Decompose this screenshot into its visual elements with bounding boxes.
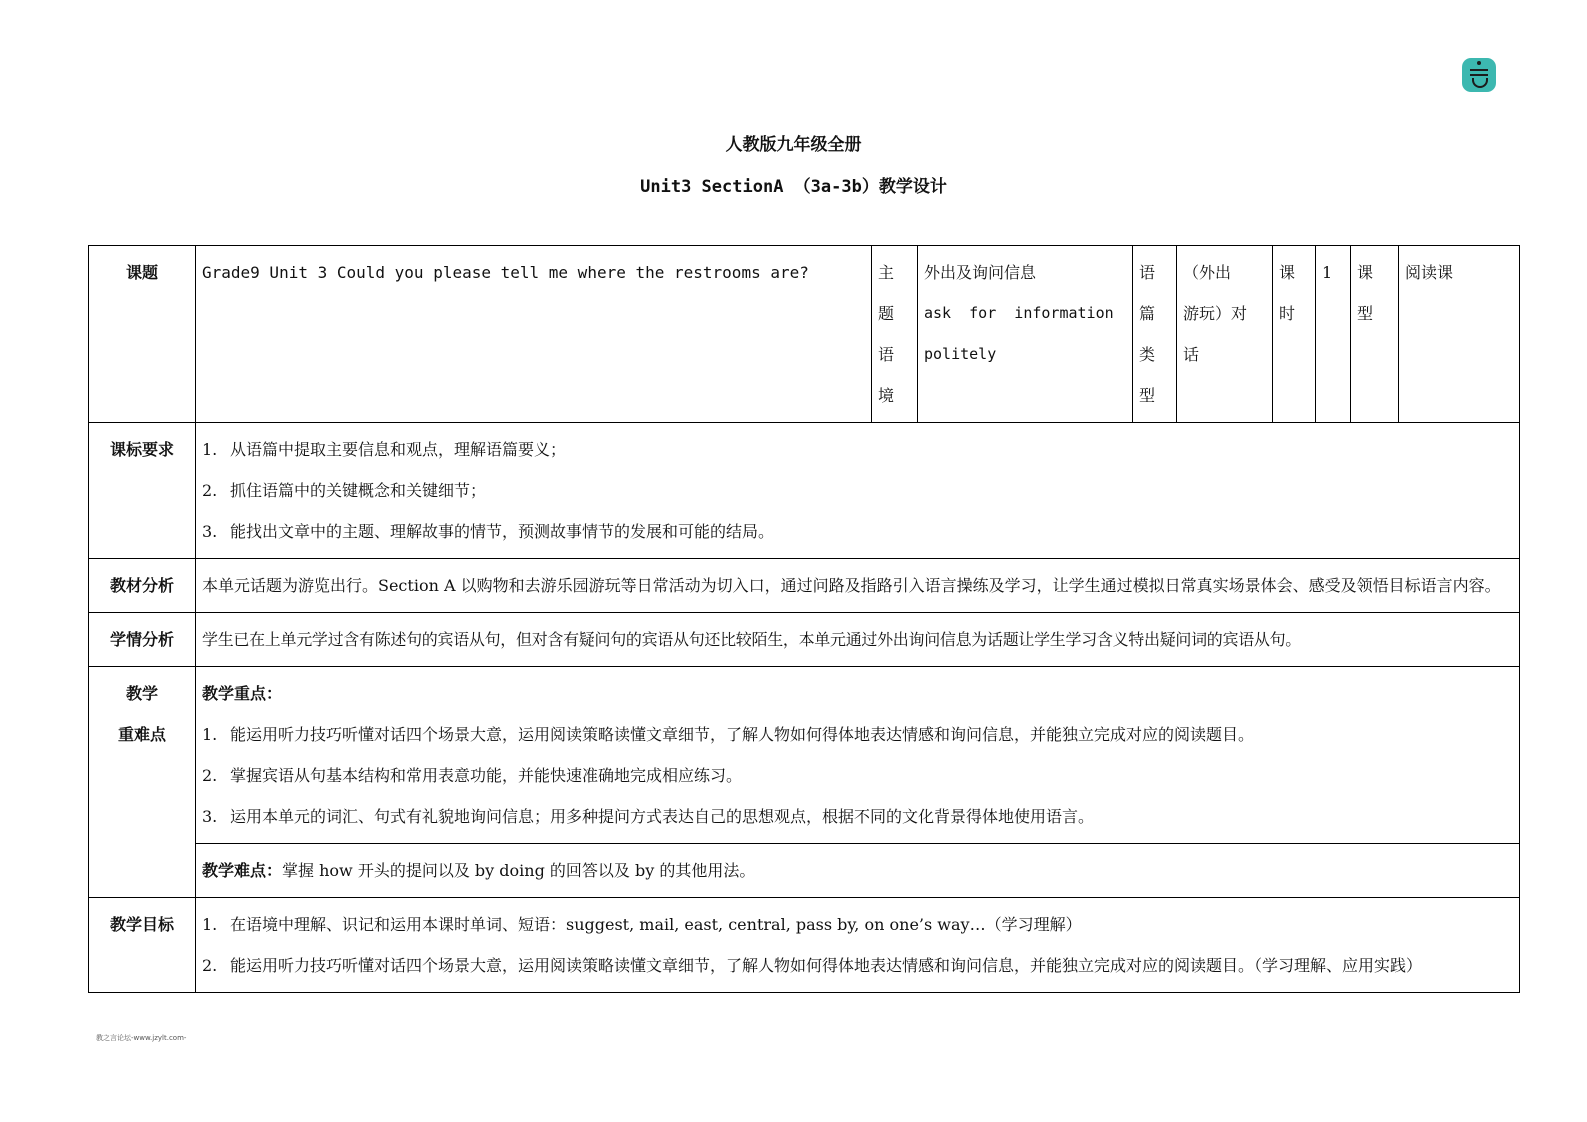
- difficulty-content: [196, 844, 1520, 898]
- topic-label: 课题: [89, 246, 196, 423]
- footer-watermark: 教之言论坛-www.jzylt.com-: [96, 1034, 187, 1042]
- objective-label: 教学目标: [89, 898, 196, 993]
- row-material: [89, 559, 1520, 613]
- lesson-plan-table: [88, 245, 1520, 993]
- difficulty-text: 掌握 how 开头的提问以及 by doing 的回答以及 by 的其他用法。: [282, 861, 756, 880]
- list-item: 1. 能运用听力技巧听懂对话四个场景大意，运用阅读策略读懂文章细节，了解人物如何得体地表达情感和询问信息，并能独立完成对应的阅读题目。: [202, 725, 1255, 744]
- material-content: 本单元话题为游览出行。Section A 以购物和去游乐园游玩等日常活动为切入口，通过问路及指路引入语言操练及学习，让学生通过模拟日常真实场景体会、感受及领悟目标语言内容。: [196, 559, 1520, 613]
- document-subtitle: Unit3 SectionA （3a-3b）教学设计: [640, 177, 947, 197]
- material-label: 教材分析: [89, 559, 196, 613]
- list-item: 1. 在语境中理解、识记和运用本课时单词、短语：suggest, mail, east, central, pass by, on one’s way…（学习理解）: [202, 915, 1082, 934]
- row-standard: [89, 423, 1520, 559]
- list-item: 2. 抓住语篇中的关键概念和关键细节；: [202, 481, 487, 500]
- standard-label: 课标要求: [89, 423, 196, 559]
- brand-logo-icon: [1462, 58, 1496, 92]
- list-item: 2. 能运用听力技巧听懂对话四个场景大意，运用阅读策略读懂文章细节，了解人物如何得体地表达情感和询问信息，并能独立完成对应的阅读题目。（学习理解、应用实践）: [202, 956, 1423, 975]
- list-item: 2. 掌握宾语从句基本结构和常用表意功能，并能快速准确地完成相应练习。: [202, 766, 743, 785]
- genre-label: 语 篇 类 型: [1133, 246, 1177, 423]
- row-topic: [89, 246, 1520, 423]
- genre-value: （外出 游玩）对 话: [1177, 246, 1273, 423]
- student-label: 学情分析: [89, 613, 196, 667]
- row-objective: [89, 898, 1520, 993]
- key-points-label: 教学 重难点: [89, 667, 196, 898]
- key-points-content: [196, 667, 1520, 844]
- document-title: 人教版九年级全册: [725, 135, 862, 155]
- row-difficulty: [89, 844, 1520, 898]
- student-content: 学生已在上单元学过含有陈述句的宾语从句，但对含有疑问句的宾语从句还比较陌生，本单元通过外出询问信息为话题让学生学习含义特出疑问词的宾语从句。: [196, 613, 1520, 667]
- list-item: 3. 运用本单元的词汇、句式有礼貌地询问信息；用多种提问方式表达自己的思想观点，根据不同的文化背景得体地使用语言。: [202, 807, 1095, 826]
- theme-value: 外出及询问信息 ask for information politely: [918, 246, 1133, 423]
- type-value: 阅读课: [1399, 246, 1520, 423]
- difficulty-heading: 教学难点：: [202, 861, 283, 880]
- period-label: 课 时: [1273, 246, 1316, 423]
- type-label: 课 型: [1351, 246, 1399, 423]
- list-item: 1. 从语篇中提取主要信息和观点，理解语篇要义；: [202, 440, 567, 459]
- topic-value: Grade9 Unit 3 Could you please tell me where the restrooms are?: [196, 246, 872, 423]
- standard-content: [196, 423, 1520, 559]
- row-student: [89, 613, 1520, 667]
- key-heading: 教学重点：: [202, 684, 283, 703]
- period-value: 1: [1316, 246, 1351, 423]
- objective-content: [196, 898, 1520, 993]
- theme-label: 主 题 语 境: [872, 246, 918, 423]
- list-item: 3. 能找出文章中的主题、理解故事的情节，预测故事情节的发展和可能的结局。: [202, 522, 775, 541]
- row-key-points: [89, 667, 1520, 844]
